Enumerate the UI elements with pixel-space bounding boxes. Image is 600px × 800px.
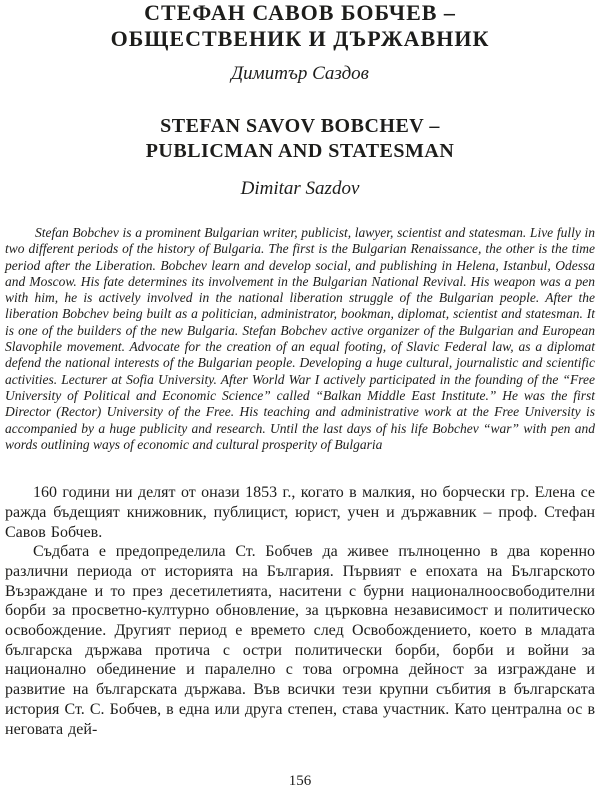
page-number: 156 — [288, 773, 312, 789]
body-paragraph-1: 160 години ни делят от онази 1853 г., когато в малкия, но борчески гр. Елена се ражда бъдещият книжовник, публицист, юрист, учен и държавник – проф. Стефан Савов Бобчев. — [5, 484, 595, 541]
author-name-bulgarian: Димитър Саздов — [231, 63, 369, 84]
article-title-bulgarian-line1: СТЕФАН САВОВ БОБЧЕВ – — [144, 0, 456, 25]
article-title-bulgarian — [5, 0, 595, 52]
article-title-english — [5, 114, 595, 164]
article-title-english-line2: PUBLICMAN AND STATESMAN — [145, 140, 455, 162]
author-name-english: Dimitar Sazdov — [240, 178, 360, 199]
article-body — [5, 483, 595, 739]
body-paragraph-2: Съдбата е предопределила Ст. Бобчев да живее пълноценно в два коренно различни периода от историята на България. Първият е епохата на Българското Възраждане и то през десетилетията, наситени с бурни националноосвободителни борби за просветно-културно обновление, за църковна независимост и политическо освобождение. Другият период е времето след Освобождението, което в младата българска държава протича с остри политически борби, борби и войни за национално обединение и паралелно с това огромна дейност за изграждане и развитие на българската държава. Във всички тези крупни събития в българската история Ст. С. Бобчев, в една или друга степен, става участник. Като централна ос в неговата дей- — [5, 543, 595, 738]
article-title-english-line1: STEFAN SAVOV BOBCHEV – — [160, 115, 440, 137]
article-title-bulgarian-line2: ОБЩЕСТВЕНИК И ДЪРЖАВНИК — [110, 26, 490, 51]
abstract-paragraph: Stefan Bobchev is a prominent Bulgarian writer, publicist, lawyer, scientist and statesman. Live fully in two different periods of the history of Bulgaria. The first is the Bulgarian Renaissance, the other is the time period after the Liberation. Bobchev learn and develop social, and publishing in Helena, Istanbul, Odessa and Moscow. His fate determines its involvement in the Bulgarian National Revival. His weapon was a pen with him, he is actively involved in the national liberation struggle of the Bulgarian people. After the liberation Bobchev being built as a politician, administrator, bookman, diplomat, scientist and statesman. It is one of the builders of the new Bulgaria. Stefan Bobchev active organizer of the Bulgarian and European Slavophile movement. Advocate for the creation of an equal footing, of Slavic Federal law, as a diplomat defend the national interests of the Bulgarian people. Developing a huge cultural, journalistic and scientific activities. Lecturer at Sofia University. After World War I actively participated in the founding of the “Free University of Political and Economic Science” called “Balkan Middle East Institute.” He was the first Director (Rector) University of the Free. His teaching and administrative work at the Free University is accompanied by a huge publicity and research. Until the last days of his life Bobchev “war” with pen and words outlining ways of economic and cultural prosperity of Bulgaria — [5, 225, 595, 452]
